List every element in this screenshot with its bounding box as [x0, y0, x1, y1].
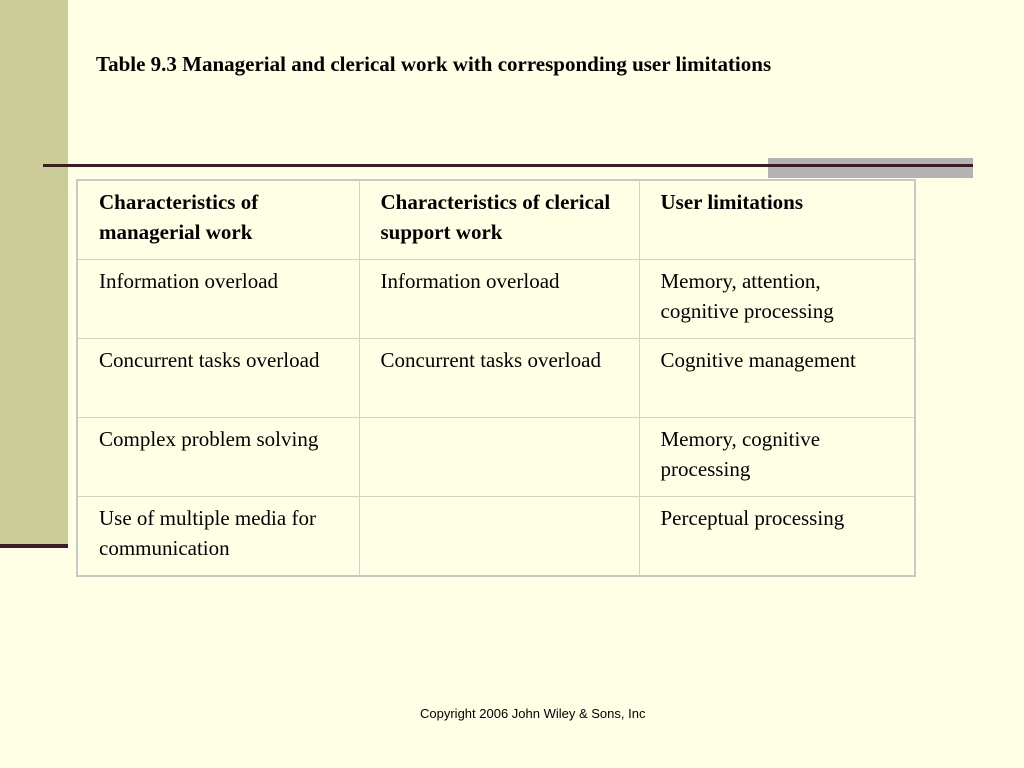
cell-clerical — [359, 418, 639, 497]
cell-managerial: Information overload — [77, 260, 359, 339]
cell-managerial: Complex problem solving — [77, 418, 359, 497]
cell-clerical: Concurrent tasks overload — [359, 339, 639, 418]
copyright-notice: Copyright 2006 John Wiley & Sons, Inc — [420, 706, 646, 721]
left-horizontal-rule — [0, 544, 68, 548]
header-managerial-work: Characteristics of managerial work — [77, 180, 359, 260]
cell-user-limitation: Cognitive management — [639, 339, 915, 418]
slide-title: Table 9.3 Managerial and clerical work with corresponding user limitations — [96, 52, 772, 76]
table-row — [77, 260, 915, 339]
user-limitations-table — [76, 179, 916, 577]
accent-block-rule — [768, 164, 973, 167]
table-row — [77, 497, 915, 577]
accent-block — [768, 158, 973, 178]
cell-user-limitation: Perceptual processing — [639, 497, 915, 577]
cell-managerial: Use of multiple media for communication — [77, 497, 359, 577]
cell-clerical — [359, 497, 639, 577]
cell-user-limitation: Memory, attention, cognitive processing — [639, 260, 915, 339]
table-header-row — [77, 180, 915, 260]
cell-managerial: Concurrent tasks overload — [77, 339, 359, 418]
left-decorative-bar — [0, 0, 68, 546]
header-user-limitations: User limitations — [639, 180, 915, 260]
table-row — [77, 418, 915, 497]
table-row — [77, 339, 915, 418]
cell-user-limitation: Memory, cognitive processing — [639, 418, 915, 497]
header-clerical-support-work: Characteristics of clerical support work — [359, 180, 639, 260]
cell-clerical: Information overload — [359, 260, 639, 339]
